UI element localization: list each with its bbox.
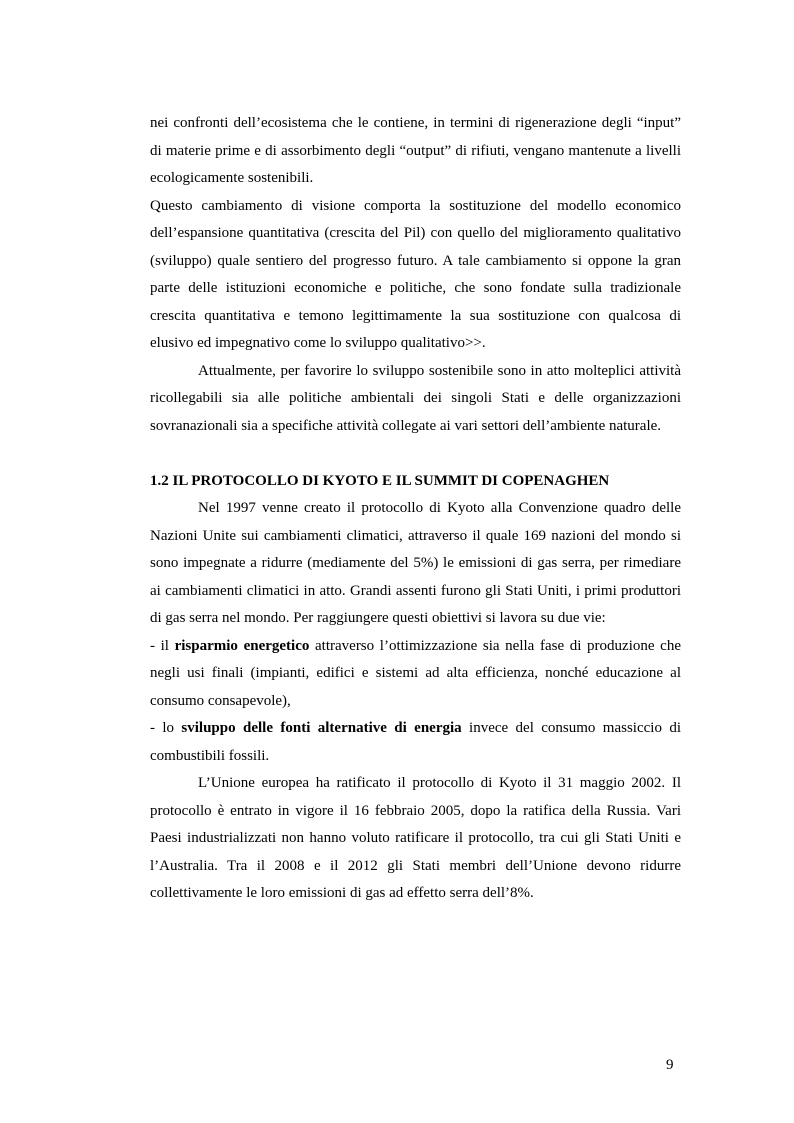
paragraph-sustainable-activities: Attualmente, per favorire lo sviluppo sostenibile sono in atto molteplici attività ricollegabili sia alle politiche ambientali dei singoli Stati e delle organizzazioni sovranazionali sia a specifiche attività collegate ai vari settori dell’ambiente naturale. bbox=[150, 362, 681, 434]
paragraph-kyoto-protocol: Nel 1997 venne creato il protocollo di Kyoto alla Convenzione quadro delle Nazioni Unite sui cambiamenti climatici, attraverso il quale 169 nazioni del mondo si sono impegnate a ridurre (mediamente del 5%) le emissioni di gas serra, per rimediare ai cambiamenti climatici in atto. Grandi assenti furono gli Stati Uniti, i primi produttori di gas serra nel mondo. Per raggiungere questi obiettivi si lavora su due vie: bbox=[150, 500, 681, 626]
bullet-alternative-energy-prefix: - lo bbox=[150, 720, 182, 736]
section-heading: 1.2 IL PROTOCOLLO DI KYOTO E IL SUMMIT DI COPENAGHEN bbox=[150, 472, 610, 489]
bullet-alternative-energy-bold: sviluppo delle fonti alternative di energia bbox=[181, 720, 462, 736]
paragraph-vision-change: Questo cambiamento di visione comporta la sostituzione del modello economico dell’espansione quantitativa (crescita del Pil) con quello del miglioramento qualitativo (sviluppo) quale sentiero del progresso futuro. A tale cambiamento si oppone la gran parte delle istituzioni economiche e politiche, che sono fondate sulla tradizionale crescita quantitativa e temono legittimamente la sua sostituzione con qualcosa di elusivo ed impegnativo come lo sviluppo qualitativo>>. bbox=[150, 197, 681, 351]
bullet-energy-saving-bold: risparmio energetico bbox=[174, 637, 310, 654]
bullet-energy-saving-prefix: - il bbox=[150, 637, 175, 654]
page-number: 9 bbox=[666, 1057, 674, 1073]
bullet-alternative-energy-text: invece del consumo massiccio di combustibili fossili. bbox=[150, 720, 681, 764]
bullet-alternative-energy bbox=[150, 715, 681, 770]
section-spacer bbox=[150, 440, 681, 468]
page-body bbox=[150, 110, 681, 908]
paragraph-eu-ratification: L’Unione europea ha ratificato il protocollo di Kyoto il 31 maggio 2002. Il protocollo è entrato in vigore il 16 febbraio 2005, dopo la ratifica della Russia. Vari Paesi industrializzati non hanno voluto ratificare il protocollo, tra cui gli Stati Uniti e l’Australia. Tra il 2008 e il 2012 gli Stati membri dell’Unione devono ridurre collettivamente le loro emissioni di gas ad effetto serra dell’8%. bbox=[150, 775, 681, 901]
bullet-energy-saving-text: attraverso l’ottimizzazione sia nella fase di produzione che negli usi finali (impianti, edifici e sistemi ad alta efficienza, nonché educazione al consumo consapevole), bbox=[150, 637, 681, 709]
paragraph-ecosystem: nei confronti dell’ecosistema che le contiene, in termini di rigenerazione degli “input” di materie prime e di assorbimento degli “output” di rifiuti, vengano mantenute a livelli ecologicamente sostenibili. bbox=[150, 115, 681, 186]
bullet-energy-saving bbox=[150, 633, 681, 716]
